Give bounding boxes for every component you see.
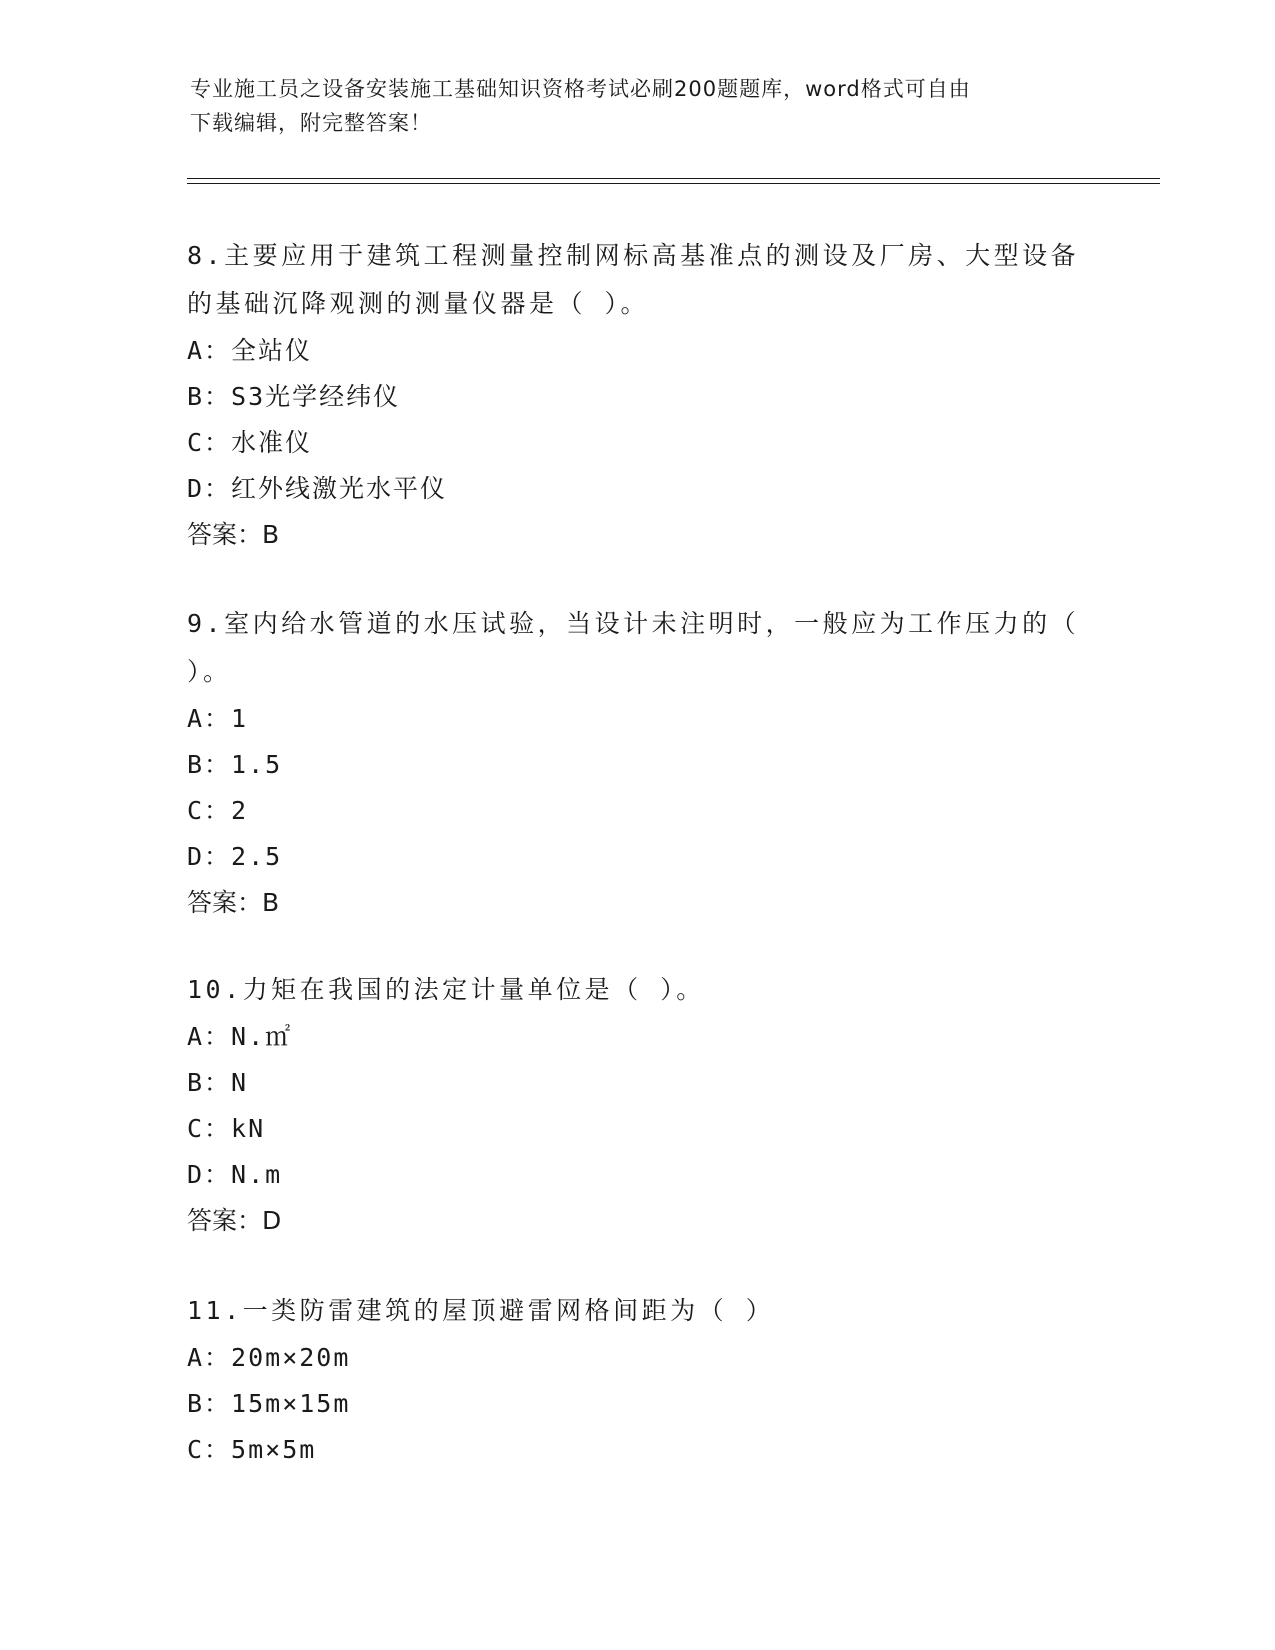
option-b: B：N (187, 1068, 249, 1097)
option-a: A：20m×20m (187, 1343, 351, 1372)
answer: 答案：D (187, 1206, 282, 1235)
answer: 答案：B (187, 520, 280, 549)
question-8 (187, 232, 1087, 558)
header-line-2: 下载编辑，附完整答案！ (190, 111, 432, 135)
answer: 答案：B (187, 888, 280, 917)
question-stem: 10.力矩在我国的法定计量单位是（ ）。 (187, 975, 705, 1004)
question-stem: 11.一类防雷建筑的屋顶避雷网格间距为（ ） (187, 1296, 775, 1325)
header-divider-top (187, 178, 1160, 179)
header-divider-bottom (187, 183, 1160, 184)
option-d: D：N.m (187, 1160, 283, 1189)
header-line-1: 专业施工员之设备安装施工基础知识资格考试必刷200题题库，word格式可自由 (190, 77, 971, 101)
option-c: C：5m×5m (187, 1435, 317, 1464)
option-b: B：S3光学经纬仪 (187, 382, 401, 411)
question-stem: 9.室内给水管道的水压试验，当设计未注明时，一般应为工作压力的（ ）。 (187, 609, 1080, 686)
option-c: C：kN (187, 1114, 266, 1143)
question-9 (187, 600, 1087, 926)
option-d: D：红外线激光水平仪 (187, 474, 448, 503)
option-a: A：1 (187, 704, 249, 733)
question-11 (187, 1287, 1087, 1473)
question-10 (187, 966, 1087, 1244)
option-b: B：15m×15m (187, 1389, 351, 1418)
option-c: C：水准仪 (187, 428, 313, 457)
option-d: D：2.5 (187, 842, 283, 871)
option-c: C：2 (187, 796, 249, 825)
option-b: B：1.5 (187, 750, 283, 779)
question-stem: 8.主要应用于建筑工程测量控制网标高基准点的测设及厂房、大型设备的基础沉降观测的测量仪器是（ ）。 (187, 241, 1080, 318)
document-header (190, 72, 1090, 140)
option-a: A：N.㎡ (187, 1022, 293, 1051)
option-a: A：全站仪 (187, 336, 313, 365)
